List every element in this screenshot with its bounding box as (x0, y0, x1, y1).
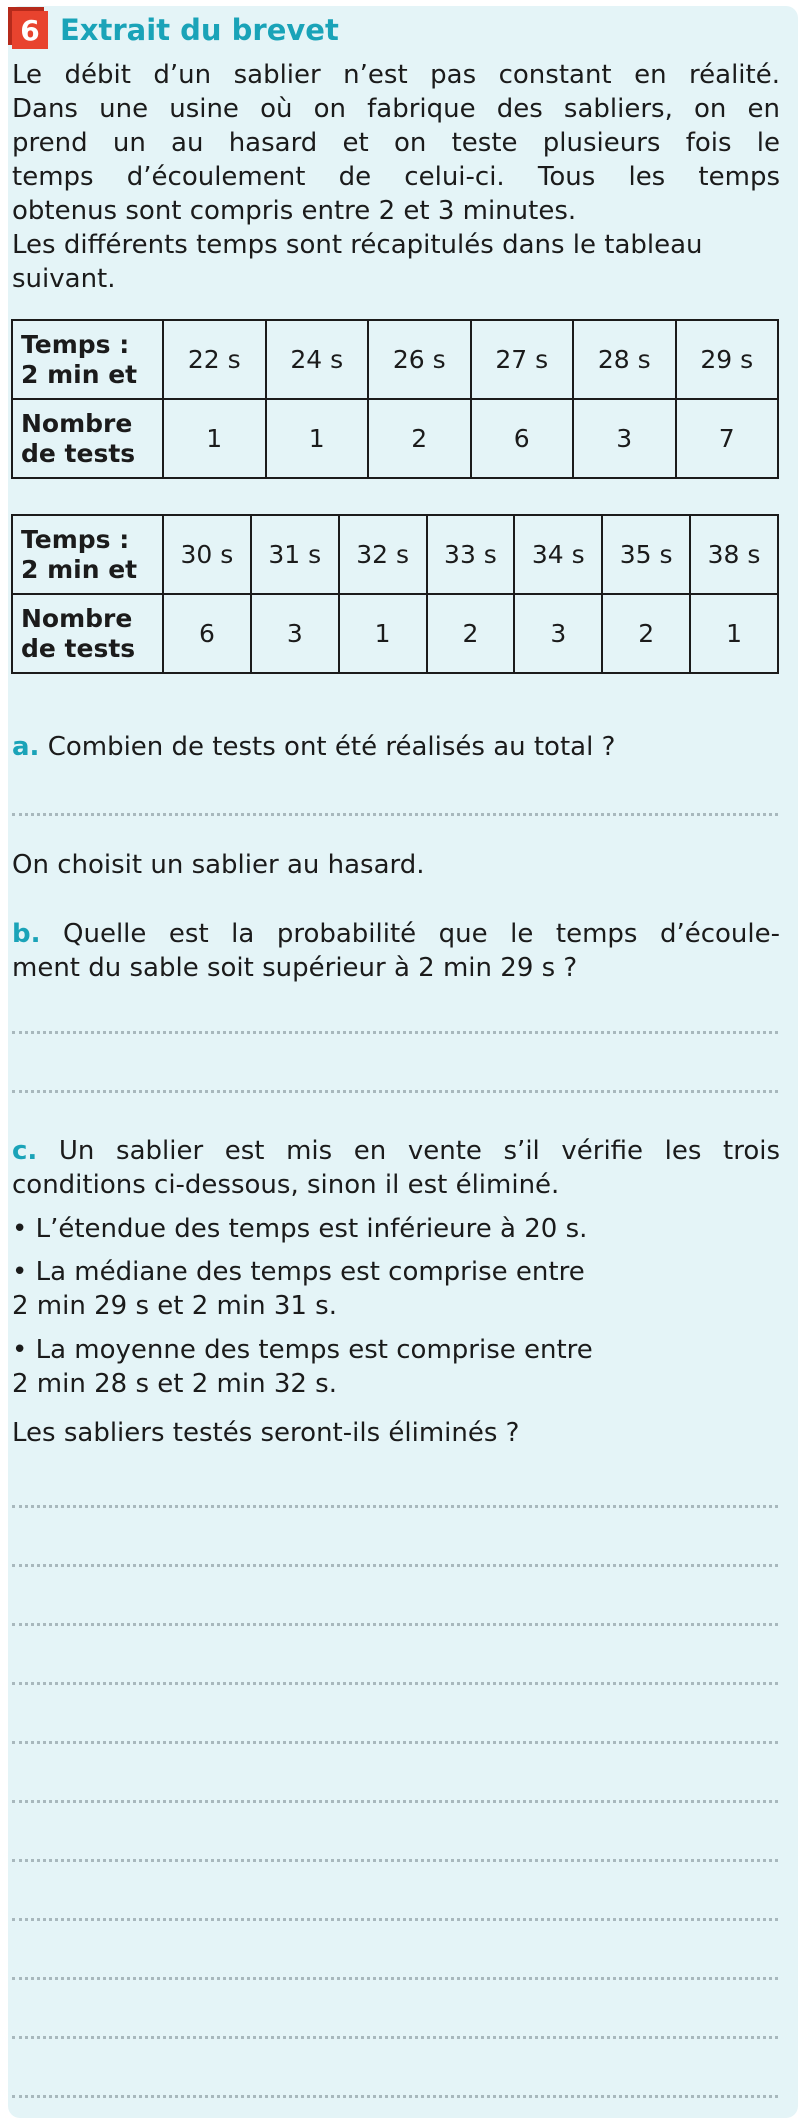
intro-paragraph (12, 58, 780, 296)
question-text: Combien de tests ont été réalisés au total ? (47, 732, 616, 762)
times-table-2 (11, 514, 779, 674)
exercise-title: Extrait du brevet (60, 13, 339, 47)
table-cell-count: 1 (266, 399, 369, 478)
table-cell-time: 22 s (163, 320, 266, 399)
question-text: ment du sable soit supérieur à 2 min 29 s ? (12, 953, 578, 983)
table-row-header: Nombre de tests (12, 594, 163, 673)
table-cell-count: 1 (163, 399, 266, 478)
table-cell-time: 32 s (339, 515, 427, 594)
answer-line[interactable] (12, 1682, 778, 1685)
table-cell-count: 7 (676, 399, 779, 478)
condition-1: • L’étendue des temps est inférieure à 20 s. (12, 1214, 588, 1244)
question-label: c. (12, 1136, 38, 1166)
intro-line: prend un au hasard et on teste plusieurs fois le (12, 128, 780, 158)
answer-line[interactable] (12, 1623, 778, 1626)
condition-2: • La médiane des temps est comprise entre 2 min 29 s et 2 min 31 s. (12, 1257, 585, 1321)
question-c (12, 1134, 780, 1202)
table-cell-count: 3 (573, 399, 676, 478)
table-cell-time: 27 s (471, 320, 574, 399)
times-table-1 (11, 319, 779, 479)
question-text: conditions ci-dessous, sinon il est éliminé. (12, 1170, 560, 1200)
question-a (12, 730, 780, 764)
intro-line: obtenus sont compris entre 2 et 3 minutes. (12, 196, 577, 226)
table-cell-count: 3 (251, 594, 339, 673)
answer-line[interactable] (12, 1505, 778, 1508)
table-cell-time: 24 s (266, 320, 369, 399)
table-cell-time: 33 s (427, 515, 515, 594)
table-cell-count: 3 (514, 594, 602, 673)
answer-line[interactable] (12, 1031, 778, 1034)
table-cell-count: 1 (339, 594, 427, 673)
table-cell-time: 35 s (602, 515, 690, 594)
statement: On choisit un sablier au hasard. (12, 850, 425, 880)
table-cell-time: 26 s (368, 320, 471, 399)
answer-line[interactable] (12, 813, 778, 816)
answer-line[interactable] (12, 2036, 778, 2039)
question-c-final: Les sabliers testés seront-ils éliminés ? (12, 1418, 520, 1448)
table-cell-count: 6 (163, 594, 251, 673)
answer-line[interactable] (12, 1741, 778, 1744)
answer-line[interactable] (12, 1918, 778, 1921)
exercise-header (12, 9, 339, 51)
table-cell-time: 28 s (573, 320, 676, 399)
question-text: Un sablier est mis en vente s’il vérifie les trois (58, 1136, 781, 1166)
condition-3: • La moyenne des temps est comprise entre 2 min 28 s et 2 min 32 s. (12, 1335, 593, 1399)
question-label: b. (12, 919, 41, 949)
answer-line[interactable] (12, 1090, 778, 1093)
question-text: Quelle est la probabilité que le temps d’écoule- (63, 919, 780, 949)
answer-line[interactable] (12, 2095, 778, 2098)
exercise-number-badge: 6 (12, 11, 48, 49)
answer-line[interactable] (12, 1859, 778, 1862)
intro-line: temps d’écoulement de celui-ci. Tous les temps (12, 162, 780, 192)
table-row-header: Nombre de tests (12, 399, 163, 478)
table-cell-count: 2 (427, 594, 515, 673)
table-cell-count: 2 (368, 399, 471, 478)
table-cell-time: 34 s (514, 515, 602, 594)
table-cell-time: 31 s (251, 515, 339, 594)
table-cell-count: 6 (471, 399, 574, 478)
answer-line[interactable] (12, 1977, 778, 1980)
table-cell-time: 30 s (163, 515, 251, 594)
question-b (12, 917, 780, 985)
table-cell-count: 2 (602, 594, 690, 673)
question-label: a. (12, 732, 40, 762)
table-row-header: Temps : 2 min et (12, 515, 163, 594)
intro-line: Dans une usine où on fabrique des sabliers, on en (12, 94, 780, 124)
intro-line: suivant. (12, 264, 116, 294)
table-cell-time: 38 s (690, 515, 778, 594)
answer-line[interactable] (12, 1564, 778, 1567)
table-cell-count: 1 (690, 594, 778, 673)
answer-line[interactable] (12, 1800, 778, 1803)
intro-line: Le débit d’un sablier n’est pas constant en réalité. (12, 60, 780, 90)
table-row-header: Temps : 2 min et (12, 320, 163, 399)
intro-line: Les différents temps sont récapitulés dans le tableau (12, 230, 703, 260)
table-cell-time: 29 s (676, 320, 779, 399)
